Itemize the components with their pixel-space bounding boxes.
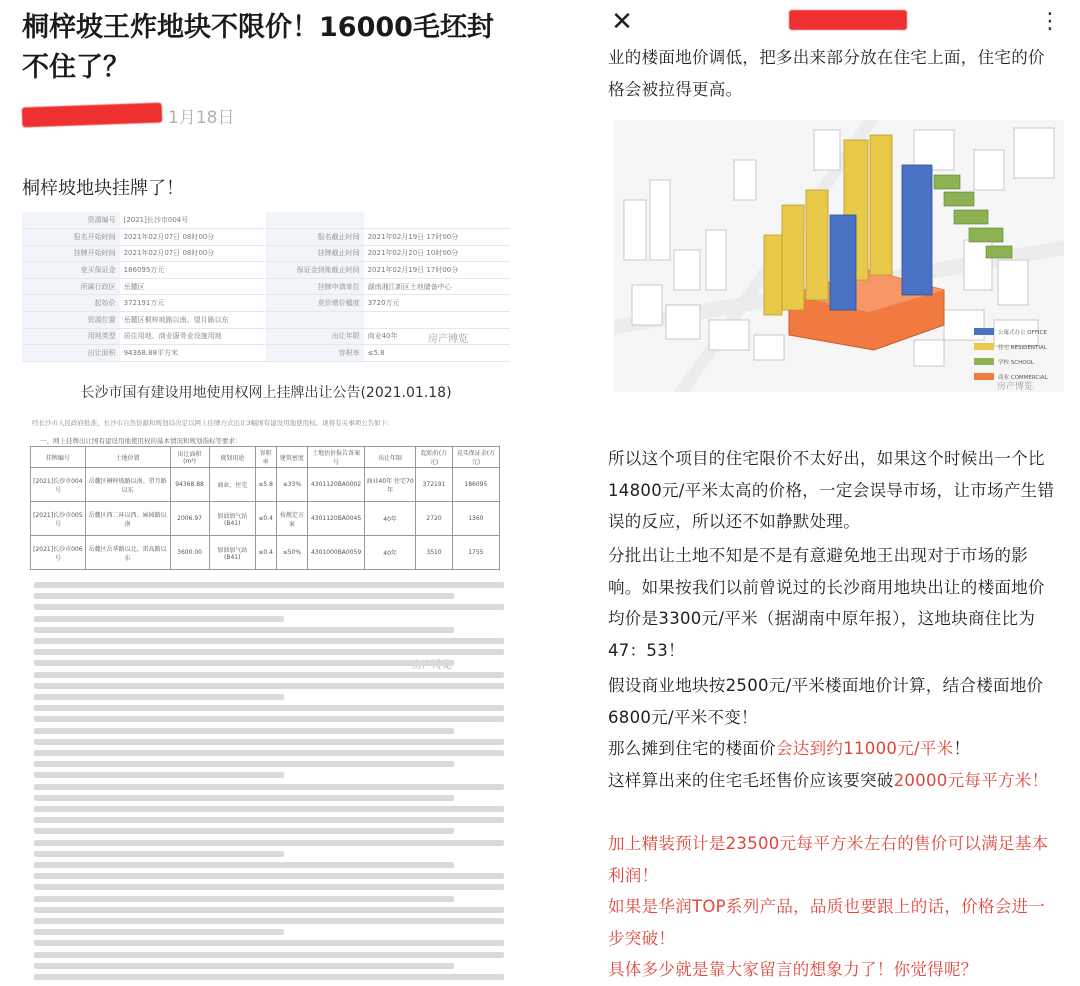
bid-header: 容积率	[255, 447, 276, 468]
bid-header: 土地位置	[85, 447, 170, 468]
bid-cell: 1755	[452, 536, 499, 570]
announcement-subheading: 一、网上挂牌出让国有建设用地使用权的基本情况和规划指标等要求：	[40, 437, 242, 445]
project-rendering-image	[614, 120, 1064, 392]
publish-date: 1月18日	[168, 107, 235, 128]
info-key	[266, 312, 364, 329]
legend-residential: 住宅 RESIDENTIAL	[998, 345, 1047, 351]
info-row	[22, 212, 510, 229]
document-text-line	[34, 705, 504, 711]
bid-cell: 加油加气站(B41)	[209, 502, 255, 536]
info-key: 资源编号	[22, 212, 120, 229]
info-value: ≤5.8	[364, 345, 510, 362]
info-value: 2021年02月07日 08时00分	[120, 245, 266, 262]
bid-cell: 40年	[364, 502, 415, 536]
bid-header: 建筑密度	[276, 447, 308, 468]
more-options-button[interactable]: ⋮	[1039, 9, 1061, 34]
info-value: 湖南湘江新区土地储备中心	[364, 278, 510, 295]
info-value: 372191万元	[120, 295, 266, 312]
redacted-author	[22, 103, 163, 128]
bid-cell: ≤50%	[276, 536, 308, 570]
document-text-line	[34, 952, 504, 958]
document-text-line	[34, 862, 454, 868]
document-text-line	[34, 672, 504, 678]
document-text-line	[34, 851, 284, 857]
document-text-line	[34, 649, 504, 655]
info-key: 用地类型	[22, 328, 120, 345]
bid-cell: 4301000BA0059	[308, 536, 365, 570]
bid-header: 出让面积(m²)	[170, 447, 209, 468]
announcement-intro: 经长沙市人民政府批准，长沙市自然资源和规划局决定以网上挂牌方式出让3幅国有建设用地使用权。现将有关事项公告如下：	[32, 419, 394, 427]
info-value: 3720万元	[364, 295, 510, 312]
info-key: 出让面积	[22, 345, 120, 362]
document-text-line	[34, 750, 504, 756]
info-key: 所属行政区	[22, 278, 120, 295]
info-key: 竞买保证金	[22, 262, 120, 279]
document-text-line	[34, 828, 454, 834]
info-value: 商业40年	[364, 328, 510, 345]
info-value: 2021年02月07日 08时00分	[120, 229, 266, 246]
info-key: 资源位置	[22, 312, 120, 329]
document-text-line	[34, 683, 504, 689]
bid-row	[31, 468, 500, 502]
document-text-line	[34, 761, 454, 767]
right-article-screenshot	[584, 0, 1080, 986]
info-value: 岳麓区	[120, 278, 266, 295]
document-text-line	[34, 616, 284, 622]
bid-header: 竞买保证金(万元)	[452, 447, 499, 468]
bid-cell: 2006.97	[170, 502, 209, 536]
bid-cell: 商业、住宅	[209, 468, 255, 502]
bid-cell: ≤5.8	[255, 468, 276, 502]
paragraph-9: 具体多少就是靠大家留言的想象力了！你觉得呢？	[608, 960, 978, 979]
bid-header: 挂牌编号	[31, 447, 86, 468]
document-text-line	[34, 593, 454, 599]
info-row	[22, 278, 510, 295]
bid-cell: 3510	[416, 536, 452, 570]
document-text-line	[34, 784, 504, 790]
info-key: 报名开始时间	[22, 229, 120, 246]
article-meta	[22, 98, 234, 132]
bid-header: 起始价(万元)	[416, 447, 452, 468]
info-value: [2021]长沙市004号	[120, 212, 266, 229]
bid-row	[31, 536, 500, 570]
info-row	[22, 295, 510, 312]
bid-cell: ≤0.4	[255, 536, 276, 570]
info-key: 起始价	[22, 295, 120, 312]
info-key: 挂牌截止时间	[266, 245, 364, 262]
paragraph-2: 所以这个项目的住宅限价不太好出，如果这个时候出一个比14800元/平米太高的价格，一定会误导市场，让市场产生错误的反应，所以还不如静默处理。	[608, 449, 1055, 531]
info-value	[364, 212, 510, 229]
info-value	[364, 312, 510, 329]
left-article-screenshot	[0, 0, 520, 986]
document-text-line	[34, 694, 284, 700]
document-text-line	[34, 638, 504, 644]
document-text-line	[34, 582, 504, 588]
bid-cell: 加油加气站(B41)	[209, 536, 255, 570]
announcement-title: 长沙市国有建设用地使用权网上挂牌出让公告(2021.01.18)	[80, 385, 452, 401]
info-row	[22, 229, 510, 246]
document-text-line	[34, 884, 504, 890]
bid-cell: 186095	[452, 468, 499, 502]
info-value: 岳麓区桐梓坡路以南、望月路以东	[120, 312, 266, 329]
document-text-line	[34, 772, 284, 778]
document-text-line	[34, 627, 454, 633]
document-text-line	[34, 974, 504, 980]
top-nav-bar	[584, 0, 1080, 44]
info-value: 2021年02月19日 17时00分	[364, 262, 510, 279]
section-heading: 桐梓坡地块挂牌了！	[22, 178, 184, 199]
bid-cell: ≤0.4	[255, 502, 276, 536]
info-row	[22, 262, 510, 279]
bid-cell: 2720	[416, 502, 452, 536]
info-value: 2021年02月20日 10时00分	[364, 245, 510, 262]
document-text-line	[34, 716, 504, 722]
document-text-line	[34, 940, 504, 946]
bid-cell: 岳麓区西二环以西、麻园路以南	[85, 502, 170, 536]
document-text-line	[34, 795, 454, 801]
info-value: 186095万元	[120, 262, 266, 279]
document-text-line	[34, 806, 504, 812]
legend-office: 公寓式办公 OFFICE	[998, 330, 1047, 336]
info-row	[22, 245, 510, 262]
bid-cell: 94368.88	[170, 468, 209, 502]
legend-school: 学校 SCHOOL	[998, 360, 1034, 366]
document-text-line	[34, 604, 504, 610]
article-title: 桐梓坡王炸地块不限价！16000毛坯封不住了？	[22, 12, 494, 83]
paragraph-6: 这样算出来的住宅毛坯售价应该要突破20000元每平方米！	[608, 771, 1049, 790]
document-text-line	[34, 728, 454, 734]
redacted-account-name	[789, 10, 907, 30]
bid-cell: 3600.00	[170, 536, 209, 570]
paragraph-7: 加上精装预计是23500元每平方米左右的售价可以满足基本利润！	[608, 834, 1049, 885]
document-text-line	[34, 817, 504, 823]
document-text-line	[34, 873, 504, 879]
info-key: 挂牌开始时间	[22, 245, 120, 262]
bid-cell: 372191	[416, 468, 452, 502]
bid-cell: 岳麓区岳华路以北、雷高路以东	[85, 536, 170, 570]
bid-row	[31, 502, 500, 536]
paragraph-1: 业的楼面地价调低，把多出来部分放在住宅上面，住宅的价格会被拉得更高。	[608, 48, 1045, 99]
bid-header: 出让年限	[364, 447, 415, 468]
document-text-line	[34, 963, 454, 969]
info-value: 2021年02月19日 17时00分	[364, 229, 510, 246]
info-key: 挂牌申请单位	[266, 278, 364, 295]
paragraph-8: 如果是华润TOP系列产品，品质也要跟上的话，价格会进一步突破！	[608, 897, 1046, 948]
paragraph-5: 那么摊到住宅的楼面价会达到约11000元/平米！	[608, 739, 971, 758]
watermark-top: 房产博览	[428, 334, 468, 345]
info-key: 竞价增价幅度	[266, 295, 364, 312]
paragraph-4: 假设商业地块按2500元/平米楼面地价计算，结合楼面地价6800元/平米不变！	[608, 676, 1044, 727]
bid-cell: 4301120BA0002	[308, 468, 365, 502]
document-text-line	[34, 739, 504, 745]
bid-table	[30, 446, 500, 570]
info-row	[22, 312, 510, 329]
bid-cell: 40年	[364, 536, 415, 570]
info-value: 94368.88平方米	[120, 345, 266, 362]
bid-cell: 4301120BA0045	[308, 502, 365, 536]
document-text-line	[34, 907, 504, 913]
image-watermark: 房产博览	[997, 382, 1034, 392]
bid-header: 土地估价报告备案号	[308, 447, 365, 468]
bid-cell: [2021]长沙市005号	[31, 502, 86, 536]
bid-cell: [2021]长沙市006号	[31, 536, 86, 570]
paragraph-3: 分批出让土地不知是不是有意避免地王出现对于市场的影响。如果按我们以前曾说过的长沙商用地块出让的楼面地价均价是3300元/平米（据湖南中原年报），这地块商住比为47：53！	[608, 546, 1045, 660]
bid-cell: [2021]长沙市004号	[31, 468, 86, 502]
legend-commercial: 商业 COMMERCIAL	[998, 375, 1048, 381]
bid-cell: 按规定方案	[276, 502, 308, 536]
info-key: 容积率	[266, 345, 364, 362]
info-value: 居住用地、商业服务业设施用地	[120, 328, 266, 345]
document-text-line	[34, 660, 454, 666]
document-text-line	[34, 918, 504, 924]
bid-header: 规划用途	[209, 447, 255, 468]
document-text-line	[34, 929, 284, 935]
bid-cell: 岳麓区桐梓坡路以南、望月路以东	[85, 468, 170, 502]
document-text-line	[34, 896, 454, 902]
info-key: 出让年限	[266, 328, 364, 345]
info-row	[22, 345, 510, 362]
bid-cell: ≤33%	[276, 468, 308, 502]
bid-cell: 商业40年 住宅70年	[364, 468, 415, 502]
document-text-line	[34, 840, 504, 846]
info-key: 保证金到账截止时间	[266, 262, 364, 279]
info-key	[266, 212, 364, 229]
bid-cell: 1360	[452, 502, 499, 536]
info-key: 报名截止时间	[266, 229, 364, 246]
close-button[interactable]: ✕	[611, 7, 633, 37]
